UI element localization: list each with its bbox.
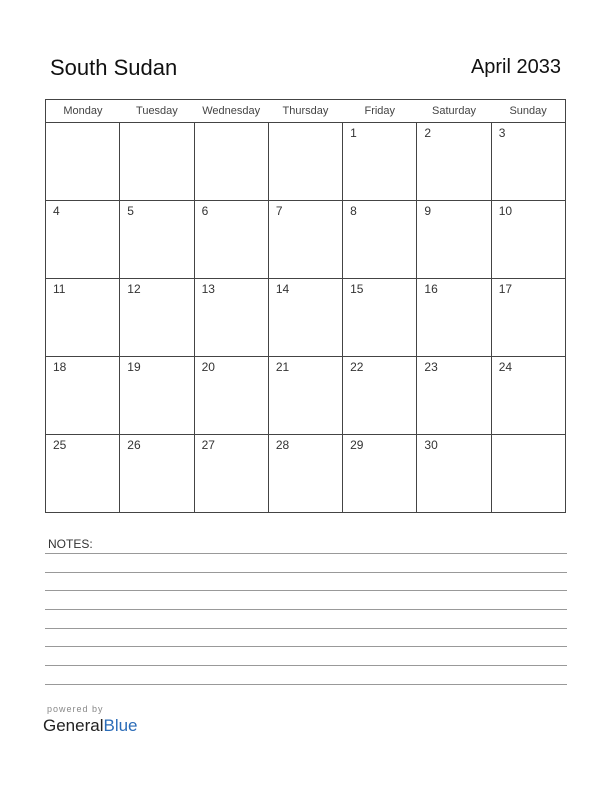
day-cell <box>491 123 565 201</box>
day-number: 10 <box>498 204 513 218</box>
day-cell <box>417 123 491 201</box>
day-number: 15 <box>350 282 364 296</box>
day-cell <box>268 279 342 357</box>
day-cell <box>120 123 194 201</box>
day-number: 14 <box>275 282 290 296</box>
day-number: 29 <box>350 438 364 452</box>
brand-logo[interactable] <box>43 716 138 736</box>
day-cell <box>491 279 565 357</box>
day-cell <box>194 357 268 435</box>
day-number: 13 <box>201 282 215 296</box>
weekday-monday: Monday <box>46 100 120 123</box>
day-number: 20 <box>201 360 215 374</box>
week-row <box>46 123 566 201</box>
month-title: April 2033 <box>470 56 561 78</box>
country-title: South Sudan <box>50 55 178 80</box>
weekday-saturday: Saturday <box>417 100 491 123</box>
day-cell <box>268 435 342 513</box>
day-cell <box>120 357 194 435</box>
day-number: 11 <box>53 282 66 296</box>
day-number <box>120 123 193 126</box>
day-number: 30 <box>424 438 438 452</box>
weekday-tuesday: Tuesday <box>120 100 194 123</box>
day-cell <box>491 435 565 513</box>
day-number <box>195 123 268 126</box>
day-cell <box>194 279 268 357</box>
note-line <box>45 553 567 554</box>
day-number: 2 <box>424 126 432 140</box>
note-line <box>45 665 567 666</box>
day-cell <box>268 123 342 201</box>
day-cell <box>268 201 342 279</box>
day-cell <box>46 123 120 201</box>
day-cell <box>417 435 491 513</box>
day-cell <box>343 279 417 357</box>
day-number: 21 <box>275 360 290 374</box>
weekday-thursday: Thursday <box>268 100 342 123</box>
day-cell <box>46 201 120 279</box>
day-number: 1 <box>350 126 357 140</box>
weekday-friday: Friday <box>343 100 417 123</box>
note-line <box>45 572 567 573</box>
day-cell <box>194 201 268 279</box>
day-number: 26 <box>127 438 141 452</box>
day-cell <box>46 357 120 435</box>
day-number <box>269 123 342 126</box>
brand-blue: Blue <box>103 716 138 735</box>
day-cell <box>120 279 194 357</box>
note-line <box>45 646 567 647</box>
day-number: 18 <box>53 360 67 374</box>
day-number: 4 <box>53 204 60 218</box>
day-number: 23 <box>424 360 438 374</box>
day-number <box>46 123 119 126</box>
week-row <box>46 357 566 435</box>
day-number: 8 <box>350 204 357 218</box>
day-number <box>492 435 565 438</box>
day-cell <box>46 279 120 357</box>
day-number: 12 <box>127 282 141 296</box>
day-cell <box>343 123 417 201</box>
week-row <box>46 201 566 279</box>
weekday-header-row <box>46 100 566 123</box>
day-cell <box>343 357 417 435</box>
day-cell <box>343 435 417 513</box>
day-cell <box>194 123 268 201</box>
week-row <box>46 279 566 357</box>
day-number: 17 <box>498 282 513 296</box>
day-number: 22 <box>350 360 364 374</box>
day-cell <box>120 201 194 279</box>
day-cell <box>343 201 417 279</box>
day-cell <box>417 201 491 279</box>
note-line <box>45 684 567 685</box>
day-number: 6 <box>201 204 209 218</box>
note-line <box>45 590 567 591</box>
week-row <box>46 435 566 513</box>
day-number: 28 <box>275 438 290 452</box>
day-cell <box>491 357 565 435</box>
day-number: 24 <box>498 360 513 374</box>
day-cell <box>417 357 491 435</box>
day-number: 27 <box>201 438 215 452</box>
note-line <box>45 628 567 629</box>
weekday-sunday: Sunday <box>491 100 565 123</box>
day-cell <box>120 435 194 513</box>
notes-label: NOTES: <box>48 537 93 551</box>
note-line <box>45 609 567 610</box>
day-cell <box>417 279 491 357</box>
day-number: 7 <box>275 204 283 218</box>
day-cell <box>491 201 565 279</box>
day-cell <box>268 357 342 435</box>
powered-by-text: powered by <box>47 704 104 714</box>
day-cell <box>194 435 268 513</box>
calendar-grid <box>45 99 566 513</box>
brand-general: General <box>43 716 104 735</box>
weekday-wednesday: Wednesday <box>194 100 268 123</box>
day-number: 9 <box>424 204 432 218</box>
day-cell <box>46 435 120 513</box>
day-number: 16 <box>424 282 438 296</box>
day-number: 19 <box>127 360 141 374</box>
day-number: 5 <box>127 204 134 218</box>
day-number: 3 <box>498 126 506 140</box>
day-number: 25 <box>53 438 67 452</box>
